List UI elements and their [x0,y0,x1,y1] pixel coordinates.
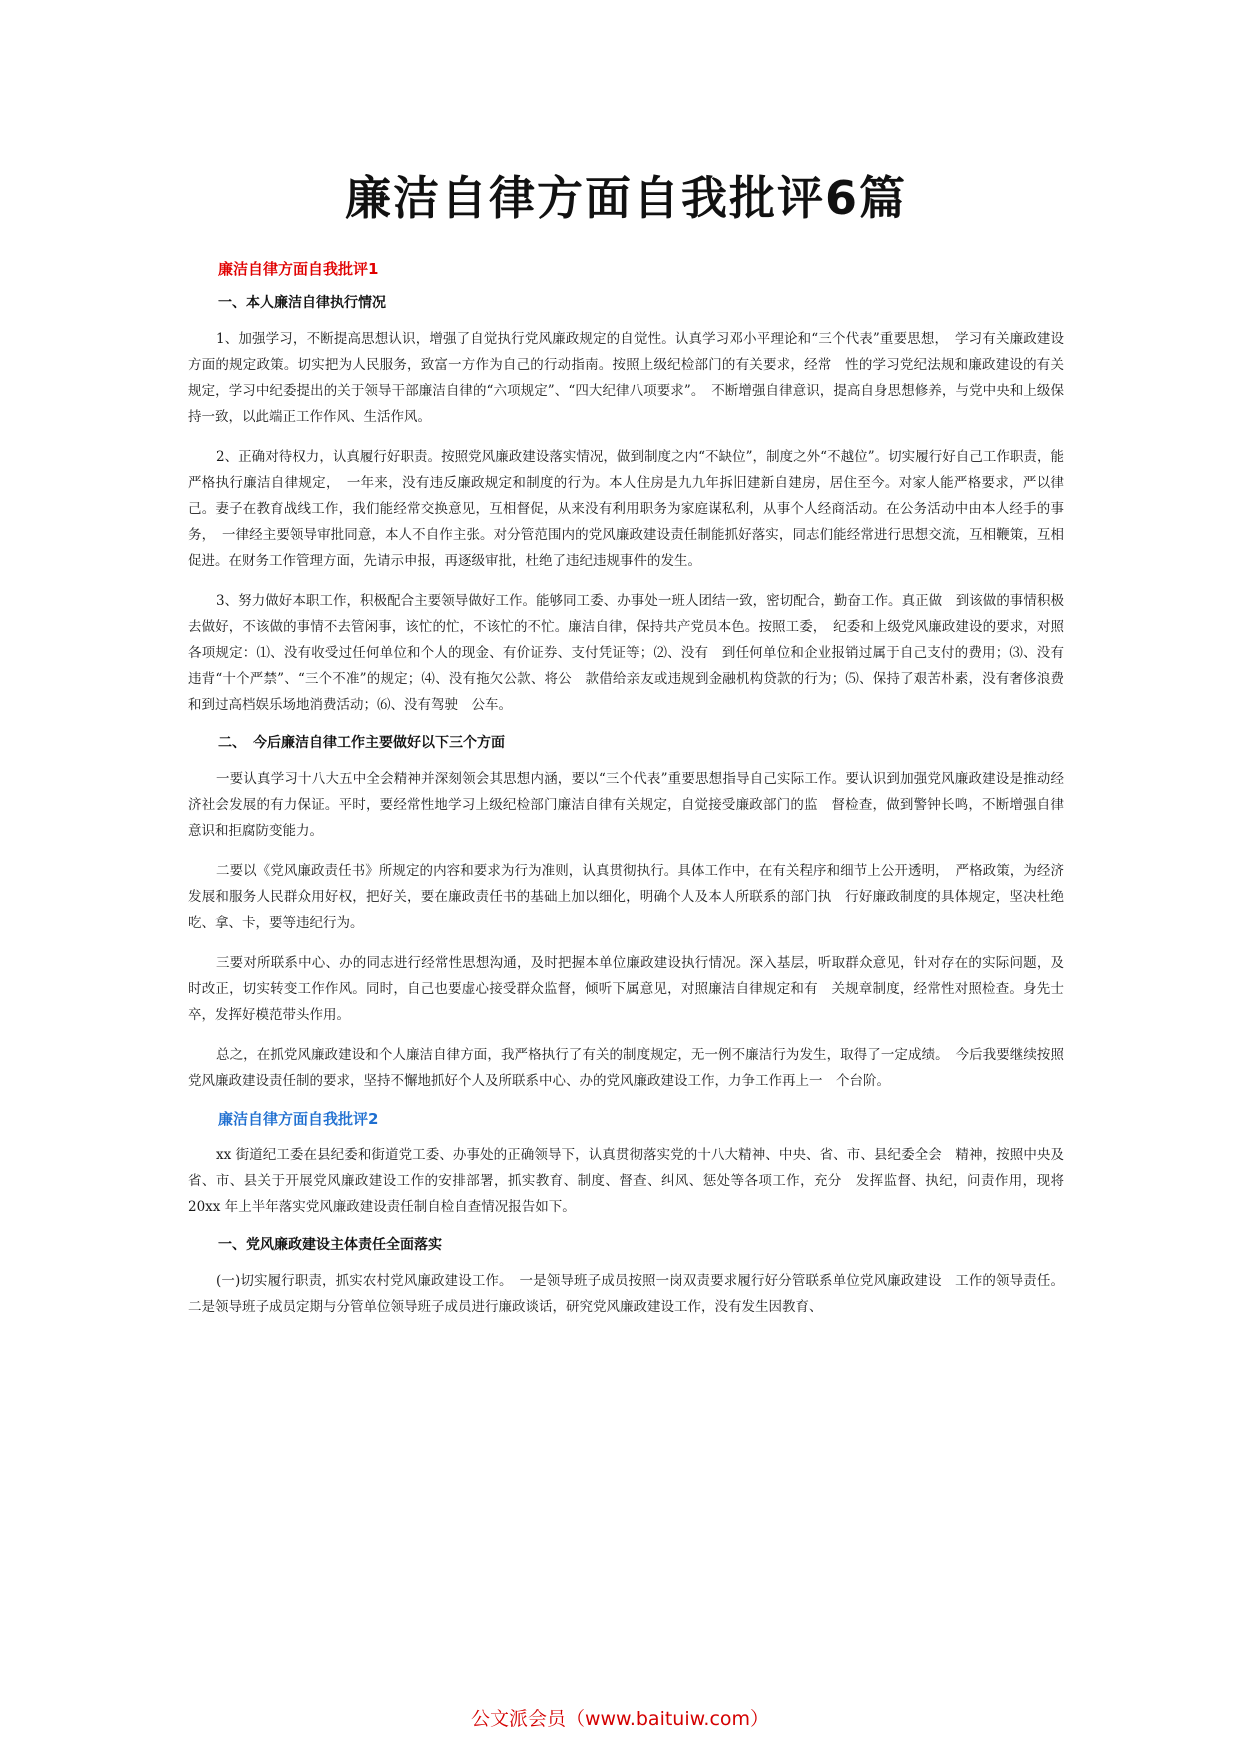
section-1-paragraph-3: 3、努力做好本职工作，积极配合主要领导做好工作。能够同工委、办事处一班人团结一致，密切配合，勤奋工作。真正做 到该做的事情积极去做好，不该做的事情不去管闲事，该忙的忙，不该忙的不忙。廉洁自律，保持共产党员本色。按照工委， 纪委和上级党风廉政建设的要求，对照各项规定：⑴、没有收受过任何单位和个人的现金、有价证券、支付凭证等；⑵、没有 到任何单位和企业报销过属于自己支付的费用；⑶、没有违背“十个严禁”、“三个不准”的规定；⑷、没有拖欠公款、将公 款借给亲友或违规到金融机构贷款的行为；⑸、保持了艰苦朴素，没有奢侈浪费和到过高档娱乐场地消费活动；⑹、没有驾驶 公车。 [188,593,1064,713]
document-title: 廉洁自律方面自我批评6篇 [344,171,907,225]
section-1-paragraph-5: 二要以《党风廉政责任书》所规定的内容和要求为行为准则，认真贯彻执行。具体工作中，在有关程序和细节上公开透明， 严格政策，为经济发展和服务人民群众用好权，把好关，要在廉政责任书的基础上加以细化，明确个人及本人所联系的部门执 行好廉政制度的具体规定，坚决杜绝吃、拿、卡，要等违纪行为。 [188,863,1064,931]
section-1-paragraph-2: 2、正确对待权力，认真履行好职责。按照党风廉政建设落实情况，做到制度之内“不缺位”，制度之外“不越位”。切实履行好自己工作职责，能严格执行廉洁自律规定， 一年来，没有违反廉政规定和制度的行为。本人住房是九九年拆旧建新自建房，居住至今。对家人能严格要求，严以律己。妻子在教育战线工作，我们能经常交换意见，互相督促，从来没有利用职务为家庭谋私利，从事个人经商活动。在公务活动中由本人经手的事务， 一律经主要领导审批同意，本人不自作主张。对分管范围内的党风廉政建设责任制能抓好落实，同志们能经常进行思想交流，互相鞭策，互相促进。在财务工作管理方面，先请示申报，再逐级审批，杜绝了违纪违规事件的发生。 [188,449,1064,569]
section-1-heading-2: 二、 今后廉洁自律工作主要做好以下三个方面 [218,735,505,751]
section-2-paragraph-1: xx 街道纪工委在县纪委和街道党工委、办事处的正确领导下，认真贯彻落实党的十八大精神、中央、省、市、县纪委全会 精神，按照中央及省、市、县关于开展党风廉政建设工作的安排部署，抓实教育、制度、督查、纠风、惩处等各项工作，充分 发挥监督、执纪，问责作用，现将 20xx 年上半年落实党风廉政建设责任制自检自查情况报告如下。 [188,1147,1064,1215]
section-2-heading-1: 一、党风廉政建设主体责任全面落实 [218,1237,442,1253]
footer-watermark-link[interactable]: 公文派会员（www.baituiw.com） [470,1708,770,1730]
section-1-paragraph-6: 三要对所联系中心、办的同志进行经常性思想沟通，及时把握本单位廉政建设执行情况。深入基层，听取群众意见，针对存在的实际问题，及时改正，切实转变工作作风。同时，自己也要虚心接受群众监督，倾听下属意见，对照廉洁自律规定和有 关规章制度，经常性对照检查。身先士卒，发挥好模范带头作用。 [188,955,1064,1023]
section-1-paragraph-1: 1、加强学习，不断提高思想认识，增强了自觉执行党风廉政规定的自觉性。认真学习邓小平理论和“三个代表”重要思想， 学习有关廉政建设方面的规定政策。切实把为人民服务，致富一方作为自己的行动指南。按照上级纪检部门的有关要求，经常 性的学习党纪法规和廉政建设的有关规定，学习中纪委提出的关于领导干部廉洁自律的“六项规定”、“四大纪律八项要求”。 不断增强自律意识，提高自身思想修养，与党中央和上级保持一致，以此端正工作作风、生活作风。 [188,331,1064,425]
section-1-label: 廉洁自律方面自我批评1 [218,260,379,278]
section-1-paragraph-4: 一要认真学习十八大五中全会精神并深刻领会其思想内涵，要以“三个代表”重要思想指导自己实际工作。要认识到加强党风廉政建设是推动经济社会发展的有力保证。平时，要经常性地学习上级纪检部门廉洁自律有关规定，自觉接受廉政部门的监 督检查，做到警钟长鸣，不断增强自律意识和拒腐防变能力。 [188,771,1064,839]
document-body [188,258,1064,1334]
section-1-paragraph-7: 总之，在抓党风廉政建设和个人廉洁自律方面，我严格执行了有关的制度规定，无一例不廉洁行为发生，取得了一定成绩。 今后我要继续按照党风廉政建设责任制的要求，坚持不懈地抓好个人及所联系中心、办的党风廉政建设工作，力争工作再上一 个台阶。 [188,1047,1064,1089]
section-2-paragraph-2: (一)切实履行职责，抓实农村党风廉政建设工作。 一是领导班子成员按照一岗双责要求履行好分管联系单位党风廉政建设 工作的领导责任。二是领导班子成员定期与分管单位领导班子成员进行廉政谈话，研究党风廉政建设工作，没有发生因教育、 [188,1273,1064,1315]
section-1-heading-1: 一、本人廉洁自律执行情况 [218,295,386,311]
section-2-label: 廉洁自律方面自我批评2 [218,1110,379,1128]
